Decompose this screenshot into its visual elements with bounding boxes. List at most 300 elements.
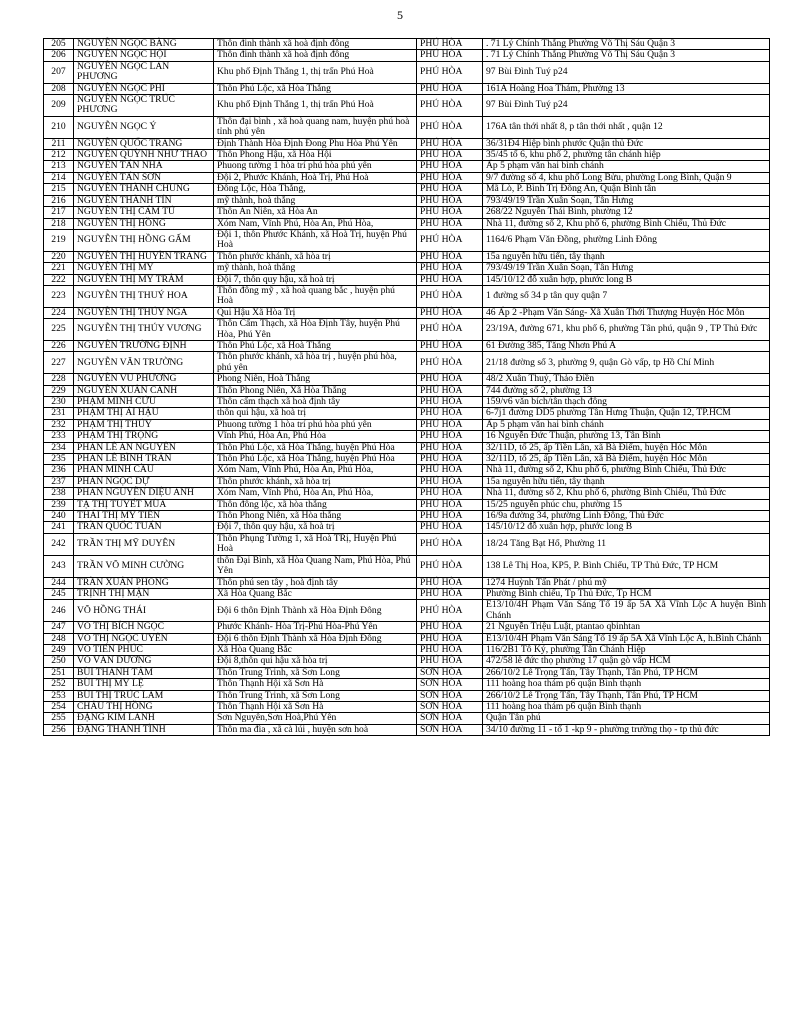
table-row [44, 340, 770, 351]
member-name-cell: NGUYỄN THỊ MỸ TRÂM [74, 274, 214, 285]
member-name-cell: PHAN LÊ AN NGUYÊN [74, 442, 214, 453]
current-address-cell: 21 Nguyễn Triệu Luật, ptantao qbinhtan [483, 622, 770, 633]
member-name-cell: NGUYỄN VĂN TRƯỜNG [74, 352, 214, 374]
current-address-cell: 16/9a đường 34, phường Linh Đông, Thủ Đức [483, 511, 770, 522]
table-row [44, 207, 770, 218]
hometown-cell: Khu phố Định Thắng 1, thị trấn Phú Hoà [214, 61, 417, 83]
row-number-cell: 207 [44, 61, 74, 83]
current-address-cell: 1 đường số 34 p tân quy quận 7 [483, 285, 770, 307]
member-table [43, 38, 770, 736]
current-address-cell: 32/11D, tổ 25, ấp Tiền Lân, xã Bà Điểm, huyện Hóc Môn [483, 454, 770, 465]
table-row [44, 385, 770, 396]
current-address-cell: 36/31Đ4 Hiệp bình phước Quận thủ Đức [483, 138, 770, 149]
member-name-cell: VÕ THỊ BÍCH NGỌC [74, 622, 214, 633]
table-row [44, 285, 770, 307]
row-number-cell: 242 [44, 533, 74, 555]
row-number-cell: 210 [44, 116, 74, 138]
district-cell: SƠN HÒA [417, 667, 483, 678]
district-cell: PHÚ HÒA [417, 397, 483, 408]
current-address-cell: Ấp 5 phạm văn hai bình chánh [483, 419, 770, 430]
current-address-cell: E13/10/4H Phạm Văn Sáng Tổ 19 ấp 5A Xã Vĩnh Lộc A huyện Bình Chánh [483, 600, 770, 622]
hometown-cell: Đội 7, thôn quy hậu, xã hoà trị [214, 522, 417, 533]
hometown-cell: Thôn đại bình , xã hoà quang nam, huyện phú hoà tỉnh phú yên [214, 116, 417, 138]
row-number-cell: 247 [44, 622, 74, 633]
district-cell: PHÚ HÒA [417, 218, 483, 229]
hometown-cell: Xã Hòa Quang Bắc [214, 588, 417, 599]
table-row [44, 229, 770, 251]
member-name-cell: ĐẶNG KIM LANH [74, 713, 214, 724]
table-row [44, 263, 770, 274]
current-address-cell: 145/10/12 đỗ xuân hợp, phước long B [483, 522, 770, 533]
current-address-cell: 145/10/12 đỗ xuân hợp, phước long B [483, 274, 770, 285]
district-cell: SƠN HÒA [417, 724, 483, 735]
member-name-cell: NGUYỄN NGỌC Ý [74, 116, 214, 138]
district-cell: PHÚ HÒA [417, 150, 483, 161]
member-name-cell: PHAN NGUYỄN DIỆU ANH [74, 488, 214, 499]
district-cell: PHÚ HÒA [417, 172, 483, 183]
current-address-cell: E13/10/4H Phạm Văn Sáng Tổ 19 ấp 5A Xã Vĩnh Lộc A, h.Bình Chánh [483, 633, 770, 644]
current-address-cell: 138 Lê Thị Hoa, KP5, P. Bình Chiểu, TP Thủ Đức, TP HCM [483, 555, 770, 577]
member-name-cell: NGUYỄN THỊ CẨM TÚ [74, 207, 214, 218]
hometown-cell: Thôn Phụng Tường 1, xã Hoà TRị, Huyện Phú Hoà [214, 533, 417, 555]
member-name-cell: NGUYỄN THỊ MY [74, 263, 214, 274]
hometown-cell: Vĩnh Phú, Hòa An, Phú Hòa [214, 431, 417, 442]
table-row [44, 50, 770, 61]
hometown-cell: Thôn Cẩm Thạch, xã Hòa Định Tây, huyện Phú Hòa, Phú Yên [214, 319, 417, 341]
hometown-cell: Đội 8,thôn qui hậu xã hòa trị [214, 656, 417, 667]
row-number-cell: 221 [44, 263, 74, 274]
district-cell: PHÚ HÒA [417, 374, 483, 385]
hometown-cell: Phuong tường 1 hòa trí phú hòa phú yên [214, 419, 417, 430]
member-name-cell: NGUYỄN TRƯỜNG ĐỊNH [74, 340, 214, 351]
member-name-cell: BÙI THANH TÂM [74, 667, 214, 678]
district-cell: PHÚ HÒA [417, 61, 483, 83]
member-name-cell: VÕ THỊ NGỌC UYÊN [74, 633, 214, 644]
current-address-cell: Phường Bình chiểu, Tp Thủ Đức, Tp HCM [483, 588, 770, 599]
current-address-cell: 111 hoàng hoa thám p6 quận Bình thạnh [483, 701, 770, 712]
member-name-cell: NGUYỄN NGỌC TRÚC PHƯƠNG [74, 95, 214, 117]
row-number-cell: 215 [44, 184, 74, 195]
district-cell: PHÚ HÒA [417, 50, 483, 61]
hometown-cell: Định Thành Hòa Định Đong Phu Hòa Phú Yên [214, 138, 417, 149]
row-number-cell: 222 [44, 274, 74, 285]
table-row [44, 724, 770, 735]
row-number-cell: 249 [44, 644, 74, 655]
hometown-cell: Thôn phước khánh, xã hòa trị , huyện phú hòa, phú yên [214, 352, 417, 374]
current-address-cell: 1164/6 Phạm Văn Đồng, phường Linh Đông [483, 229, 770, 251]
hometown-cell: Đội 1, thôn Phước Khánh, xã Hoà Trị, huyện Phú Hoà [214, 229, 417, 251]
district-cell: SƠN HÒA [417, 679, 483, 690]
table-row [44, 644, 770, 655]
hometown-cell: Thôn Trung Trinh, xã Sơn Long [214, 690, 417, 701]
row-number-cell: 206 [44, 50, 74, 61]
district-cell: PHÚ HÒA [417, 622, 483, 633]
current-address-cell: 9/7 đường số 4, khu phố Long Bửu, phường Long Bình, Quận 9 [483, 172, 770, 183]
row-number-cell: 219 [44, 229, 74, 251]
row-number-cell: 243 [44, 555, 74, 577]
row-number-cell: 230 [44, 397, 74, 408]
hometown-cell: Thôn Phong Niên, Xã Hòa Thắng [214, 385, 417, 396]
table-row [44, 431, 770, 442]
current-address-cell: . 71 Lý Chính Thắng Phường Võ Thị Sáu Quận 3 [483, 39, 770, 50]
member-name-cell: TRẦN THỊ MỸ DUYÊN [74, 533, 214, 555]
district-cell: PHÚ HÒA [417, 385, 483, 396]
row-number-cell: 238 [44, 488, 74, 499]
district-cell: PHÚ HÒA [417, 555, 483, 577]
member-table-body [44, 39, 770, 736]
table-row [44, 408, 770, 419]
row-number-cell: 237 [44, 476, 74, 487]
district-cell: PHÚ HÒA [417, 274, 483, 285]
current-address-cell: 268/22 Nguyễn Thái Bình, phường 12 [483, 207, 770, 218]
district-cell: PHÚ HÒA [417, 533, 483, 555]
district-cell: PHÚ HÒA [417, 184, 483, 195]
district-cell: PHÚ HÒA [417, 600, 483, 622]
current-address-cell: 46 Ấp 2 -Phạm Văn Sáng- Xã Xuân Thới Thượng Huyện Hóc Môn [483, 307, 770, 318]
current-address-cell: Mã Lò, P. Bình Trị Đông An, Quận Bình tân [483, 184, 770, 195]
hometown-cell: Thôn Phú Lộc, xã Hòa Thắng, huyện Phú Hòa [214, 454, 417, 465]
table-row [44, 465, 770, 476]
row-number-cell: 227 [44, 352, 74, 374]
district-cell: PHÚ HÒA [417, 138, 483, 149]
district-cell: PHÚ HÒA [417, 588, 483, 599]
current-address-cell: 116/2B1 Tô Ký, phường Tân Chánh Hiệp [483, 644, 770, 655]
row-number-cell: 232 [44, 419, 74, 430]
table-row [44, 555, 770, 577]
hometown-cell: Đội 7, thôn quy hậu, xã hoà trị [214, 274, 417, 285]
row-number-cell: 251 [44, 667, 74, 678]
row-number-cell: 225 [44, 319, 74, 341]
member-name-cell: NGUYỄN THÀNH CHUNG [74, 184, 214, 195]
hometown-cell: Đội 2, Phước Khánh, Hoà Trị, Phú Hoà [214, 172, 417, 183]
hometown-cell: Thôn phước khánh, xã hòa trị [214, 251, 417, 262]
district-cell: SƠN HÒA [417, 713, 483, 724]
current-address-cell: 23/19A, đường 671, khu phố 6, phường Tân phú, quận 9 , TP Thủ Đức [483, 319, 770, 341]
member-name-cell: VÕ VĂN DƯƠNG [74, 656, 214, 667]
district-cell: PHÚ HÒA [417, 116, 483, 138]
member-name-cell: VÕ HỒNG THÁI [74, 600, 214, 622]
table-row [44, 577, 770, 588]
district-cell: PHÚ HÒA [417, 340, 483, 351]
table-row [44, 274, 770, 285]
district-cell: PHÚ HÒA [417, 229, 483, 251]
member-name-cell: NGUYỄN THỊ HUYỀN TRANG [74, 251, 214, 262]
row-number-cell: 234 [44, 442, 74, 453]
row-number-cell: 235 [44, 454, 74, 465]
row-number-cell: 245 [44, 588, 74, 599]
member-name-cell: TRẦN XUÂN PHONG [74, 577, 214, 588]
member-name-cell: VÕ TIẾN PHÚC [74, 644, 214, 655]
current-address-cell: 793/49/19 Trần Xuân Soạn, Tân Hưng [483, 195, 770, 206]
district-cell: PHÚ HÒA [417, 465, 483, 476]
table-row [44, 184, 770, 195]
member-name-cell: BÙI THỊ MỸ LỆ [74, 679, 214, 690]
hometown-cell: thôn Đại Bình, xã Hòa Quang Nam, Phú Hòa, Phú Yên [214, 555, 417, 577]
member-name-cell: NGUYỄN QUỐC TRANG [74, 138, 214, 149]
member-name-cell: TRỊNH THỊ MẬN [74, 588, 214, 599]
member-name-cell: NGUYỄN NGỌC PHI [74, 83, 214, 94]
hometown-cell: Thôn đinh thành xã hoà định đông [214, 39, 417, 50]
row-number-cell: 214 [44, 172, 74, 183]
row-number-cell: 208 [44, 83, 74, 94]
hometown-cell: Khu phố Định Thắng 1, thị trấn Phú Hoà [214, 95, 417, 117]
row-number-cell: 252 [44, 679, 74, 690]
row-number-cell: 239 [44, 499, 74, 510]
current-address-cell: 34/10 đường 11 - tổ 1 -kp 9 - phường trường thọ - tp thủ đức [483, 724, 770, 735]
current-address-cell: 266/10/2 Lê Trọng Tấn, Tây Thạnh, Tân Phú, TP HCM [483, 667, 770, 678]
current-address-cell: Quận Tân phú [483, 713, 770, 724]
member-name-cell: NGUYỄN THÀNH TÍN [74, 195, 214, 206]
current-address-cell: 16 Nguyễn Đức Thuận, phường 13, Tân Bình [483, 431, 770, 442]
table-row [44, 419, 770, 430]
table-row [44, 442, 770, 453]
current-address-cell: 97 Bùi Đình Tuý p24 [483, 61, 770, 83]
hometown-cell: Thôn Thạnh Hội xã Sơn Hà [214, 679, 417, 690]
row-number-cell: 255 [44, 713, 74, 724]
table-row [44, 622, 770, 633]
table-row [44, 352, 770, 374]
current-address-cell: 266/10/2 Lê Trọng Tấn, Tây Thạnh, Tân Phú, TP HCM [483, 690, 770, 701]
member-name-cell: THÁI THỊ MỸ TIÊN [74, 511, 214, 522]
district-cell: PHÚ HÒA [417, 431, 483, 442]
district-cell: PHÚ HÒA [417, 408, 483, 419]
row-number-cell: 211 [44, 138, 74, 149]
hometown-cell: Qui Hậu Xã Hòa Trị [214, 307, 417, 318]
table-row [44, 251, 770, 262]
hometown-cell: Thôn Trung Trinh, xã Sơn Long [214, 667, 417, 678]
member-name-cell: NGUYỄN TẤN SƠN [74, 172, 214, 183]
hometown-cell: thôn qui hậu, xã hoà trị [214, 408, 417, 419]
current-address-cell: 21/18 đường số 3, phường 9, quận Gò vấp, tp Hồ Chí Minh [483, 352, 770, 374]
table-row [44, 667, 770, 678]
hometown-cell: Thôn đông mỹ , xã hoà quang bắc , huyện phú Hoà [214, 285, 417, 307]
district-cell: PHÚ HÒA [417, 644, 483, 655]
member-name-cell: NGUYỄN NGỌC LAN PHƯƠNG [74, 61, 214, 83]
member-name-cell: PHẠM THỊ ÁI HẬU [74, 408, 214, 419]
member-name-cell: PHẠM THỊ TRỌNG [74, 431, 214, 442]
hometown-cell: Phong Niên, Hoà Thắng [214, 374, 417, 385]
table-row [44, 533, 770, 555]
row-number-cell: 205 [44, 39, 74, 50]
table-row [44, 61, 770, 83]
member-name-cell: NGUYỄN VŨ PHƯƠNG [74, 374, 214, 385]
hometown-cell: Thôn Phú Lộc, xã Hòa Thắng, huyện Phú Hòa [214, 442, 417, 453]
district-cell: PHÚ HÒA [417, 633, 483, 644]
row-number-cell: 220 [44, 251, 74, 262]
current-address-cell: 159/v6 văn bích/tân thạch đông [483, 397, 770, 408]
hometown-cell: Xóm Nam, Vĩnh Phú, Hòa An, Phú Hòa, [214, 218, 417, 229]
member-name-cell: TẠ THỊ TUYẾT MÙA [74, 499, 214, 510]
current-address-cell: 15a nguyễn hữu tiến, tây thạnh [483, 476, 770, 487]
hometown-cell: Xã Hòa Quang Bắc [214, 644, 417, 655]
current-address-cell: 18/24 Tăng Bạt Hổ, Phường 11 [483, 533, 770, 555]
district-cell: PHÚ HÒA [417, 195, 483, 206]
member-name-cell: NGUYỄN QUỲNH NHƯ THẢO [74, 150, 214, 161]
table-row [44, 138, 770, 149]
table-row [44, 499, 770, 510]
district-cell: SƠN HÒA [417, 690, 483, 701]
district-cell: PHÚ HÒA [417, 285, 483, 307]
district-cell: PHÚ HÒA [417, 442, 483, 453]
row-number-cell: 212 [44, 150, 74, 161]
member-name-cell: PHAN MINH CẦU [74, 465, 214, 476]
row-number-cell: 216 [44, 195, 74, 206]
current-address-cell: 48/2 Xuân Thuỷ, Thảo Điền [483, 374, 770, 385]
current-address-cell: Ấp 5 phạm văn hai bình chánh [483, 161, 770, 172]
table-row [44, 374, 770, 385]
row-number-cell: 246 [44, 600, 74, 622]
district-cell: PHÚ HÒA [417, 522, 483, 533]
hometown-cell: mỹ thành, hoà thắng [214, 195, 417, 206]
table-row [44, 116, 770, 138]
table-row [44, 218, 770, 229]
hometown-cell: Thôn Phú Lộc, xã Hoà Thắng [214, 340, 417, 351]
current-address-cell: 97 Bùi Đình Tuý p24 [483, 95, 770, 117]
row-number-cell: 256 [44, 724, 74, 735]
district-cell: PHÚ HÒA [417, 39, 483, 50]
district-cell: PHÚ HÒA [417, 656, 483, 667]
current-address-cell: 32/11D, tổ 25, ấp Tiền Lân, xã Bà Điểm, huyện Hóc Môn [483, 442, 770, 453]
member-name-cell: TRẦN VÕ MINH CƯỜNG [74, 555, 214, 577]
current-address-cell: Nhà 11, đường số 2, Khu phố 6, phường Bình Chiểu, Thủ Đức [483, 488, 770, 499]
member-name-cell: NGUYỄN NGỌC BẰNG [74, 39, 214, 50]
district-cell: PHÚ HÒA [417, 488, 483, 499]
current-address-cell: 111 hoàng hoa thám p6 quận Bình thạnh [483, 679, 770, 690]
member-name-cell: NGUYỄN NGỌC HỘI [74, 50, 214, 61]
hometown-cell: Phước Khánh- Hòa Trị-Phú Hòa-Phú Yên [214, 622, 417, 633]
row-number-cell: 218 [44, 218, 74, 229]
district-cell: PHÚ HÒA [417, 454, 483, 465]
row-number-cell: 209 [44, 95, 74, 117]
current-address-cell: 744 đường số 2, phường 13 [483, 385, 770, 396]
hometown-cell: Đội 6 thôn Định Thành xã Hòa Định Đông [214, 633, 417, 644]
district-cell: PHÚ HÒA [417, 577, 483, 588]
table-row [44, 522, 770, 533]
hometown-cell: Thôn Phong Niên, xã Hòa thắng [214, 511, 417, 522]
current-address-cell: 472/58 lê đức thọ phường 17 quận gò vấp HCM [483, 656, 770, 667]
member-name-cell: BÙI THỊ TRÚC LAM [74, 690, 214, 701]
current-address-cell: . 71 Lý Chính Thắng Phường Võ Thị Sáu Quận 3 [483, 50, 770, 61]
member-name-cell: ĐẶNG THANH TÌNH [74, 724, 214, 735]
member-name-cell: NGUYỄN THỊ HỒNG GẤM [74, 229, 214, 251]
district-cell: PHÚ HÒA [417, 263, 483, 274]
current-address-cell: 6-7j1 đường DD5 phường Tân Hưng Thuận, Quận 12, TP.HCM [483, 408, 770, 419]
current-address-cell: 15/25 nguyễn phúc chu, phường 15 [483, 499, 770, 510]
row-number-cell: 240 [44, 511, 74, 522]
table-row [44, 319, 770, 341]
district-cell: PHÚ HÒA [417, 95, 483, 117]
row-number-cell: 224 [44, 307, 74, 318]
table-row [44, 195, 770, 206]
hometown-cell: Xóm Nam, Vĩnh Phú, Hòa An, Phú Hòa, [214, 465, 417, 476]
member-name-cell: PHẠM THỊ THÚY [74, 419, 214, 430]
district-cell: PHÚ HÒA [417, 83, 483, 94]
hometown-cell: Sơn Nguyên,Sơn Hoà,Phú Yên [214, 713, 417, 724]
table-row [44, 95, 770, 117]
row-number-cell: 228 [44, 374, 74, 385]
district-cell: PHÚ HÒA [417, 419, 483, 430]
hometown-cell: Thôn ma đìa , xã cà lúi , huyện sơn hoà [214, 724, 417, 735]
table-row [44, 656, 770, 667]
current-address-cell: 161A Hoàng Hoa Thám, Phường 13 [483, 83, 770, 94]
district-cell: PHÚ HÒA [417, 352, 483, 374]
member-name-cell: NGUYỄN THỊ THÚY NGA [74, 307, 214, 318]
current-address-cell: Nhà 11, đường số 2, Khu phố 6, phường Bình Chiểu, Thủ Đức [483, 465, 770, 476]
table-row [44, 307, 770, 318]
table-row [44, 161, 770, 172]
member-name-cell: PHAN NGỌC DỰ [74, 476, 214, 487]
current-address-cell: 35/45 tổ 6, khu phố 2, phường tân chánh hiệp [483, 150, 770, 161]
hometown-cell: Đông Lộc, Hòa Thắng, [214, 184, 417, 195]
member-name-cell: NGUYỄN THỊ HỒNG [74, 218, 214, 229]
row-number-cell: 226 [44, 340, 74, 351]
district-cell: PHÚ HÒA [417, 251, 483, 262]
row-number-cell: 248 [44, 633, 74, 644]
hometown-cell: Thôn Phong Hậu, xã Hòa Hội [214, 150, 417, 161]
row-number-cell: 241 [44, 522, 74, 533]
district-cell: PHÚ HÒA [417, 307, 483, 318]
district-cell: SƠN HÒA [417, 701, 483, 712]
district-cell: PHÚ HÒA [417, 499, 483, 510]
row-number-cell: 223 [44, 285, 74, 307]
member-name-cell: CHÂU THỊ HỒNG [74, 701, 214, 712]
district-cell: PHÚ HÒA [417, 476, 483, 487]
table-row [44, 633, 770, 644]
row-number-cell: 253 [44, 690, 74, 701]
hometown-cell: mỹ thành, hoà thắng [214, 263, 417, 274]
current-address-cell: Nhà 11, đường số 2, Khu phố 6, phường Bình Chiểu, Thủ Đức [483, 218, 770, 229]
table-row [44, 690, 770, 701]
hometown-cell: Thôn Thạnh Hội xã Sơn Hà [214, 701, 417, 712]
hometown-cell: Xóm Nam, Vĩnh Phú, Hòa An, Phú Hòa, [214, 488, 417, 499]
current-address-cell: 61 Đường 385, Tăng Nhơn Phú A [483, 340, 770, 351]
row-number-cell: 217 [44, 207, 74, 218]
hometown-cell: Thôn phước khánh, xã hòa trị [214, 476, 417, 487]
row-number-cell: 250 [44, 656, 74, 667]
current-address-cell: 176A tân thới nhất 8, p tân thới nhất , quận 12 [483, 116, 770, 138]
district-cell: PHÚ HÒA [417, 161, 483, 172]
member-name-cell: NGUYỄN TẤN NHA [74, 161, 214, 172]
page-number: 5 [397, 8, 403, 22]
row-number-cell: 229 [44, 385, 74, 396]
current-address-cell: 1274 Huỳnh Tấn Phát / phú mỹ [483, 577, 770, 588]
table-row [44, 713, 770, 724]
member-name-cell: TRẦN QUỐC TUẤN [74, 522, 214, 533]
hometown-cell: Phuong tường 1 hòa trí phú hòa phú yên [214, 161, 417, 172]
district-cell: PHÚ HÒA [417, 319, 483, 341]
hometown-cell: Thôn đinh thành xã hoà định đông [214, 50, 417, 61]
hometown-cell: Đội 6 thôn Định Thành xã Hòa Định Đông [214, 600, 417, 622]
hometown-cell: Thôn cẩm thạch xã hoà định tây [214, 397, 417, 408]
hometown-cell: Thôn An Niên, xã Hòa An [214, 207, 417, 218]
table-row [44, 488, 770, 499]
district-cell: PHÚ HÒA [417, 207, 483, 218]
member-name-cell: NGUYỄN XUÂN CẢNH [74, 385, 214, 396]
table-row [44, 679, 770, 690]
member-name-cell: PHAN LÊ BÌNH TRÂN [74, 454, 214, 465]
table-row [44, 83, 770, 94]
member-name-cell: NGUYỄN THỊ THÚY VƯƠNG [74, 319, 214, 341]
table-row [44, 600, 770, 622]
member-name-cell: NGUYỄN THỊ THUÝ HOA [74, 285, 214, 307]
hometown-cell: Thôn Phú Lộc, xã Hòa Thắng [214, 83, 417, 94]
row-number-cell: 233 [44, 431, 74, 442]
hometown-cell: Thôn đông lộc, xã hòa thắng [214, 499, 417, 510]
row-number-cell: 231 [44, 408, 74, 419]
current-address-cell: 15a nguyễn hữu tiến, tây thạnh [483, 251, 770, 262]
row-number-cell: 213 [44, 161, 74, 172]
row-number-cell: 244 [44, 577, 74, 588]
